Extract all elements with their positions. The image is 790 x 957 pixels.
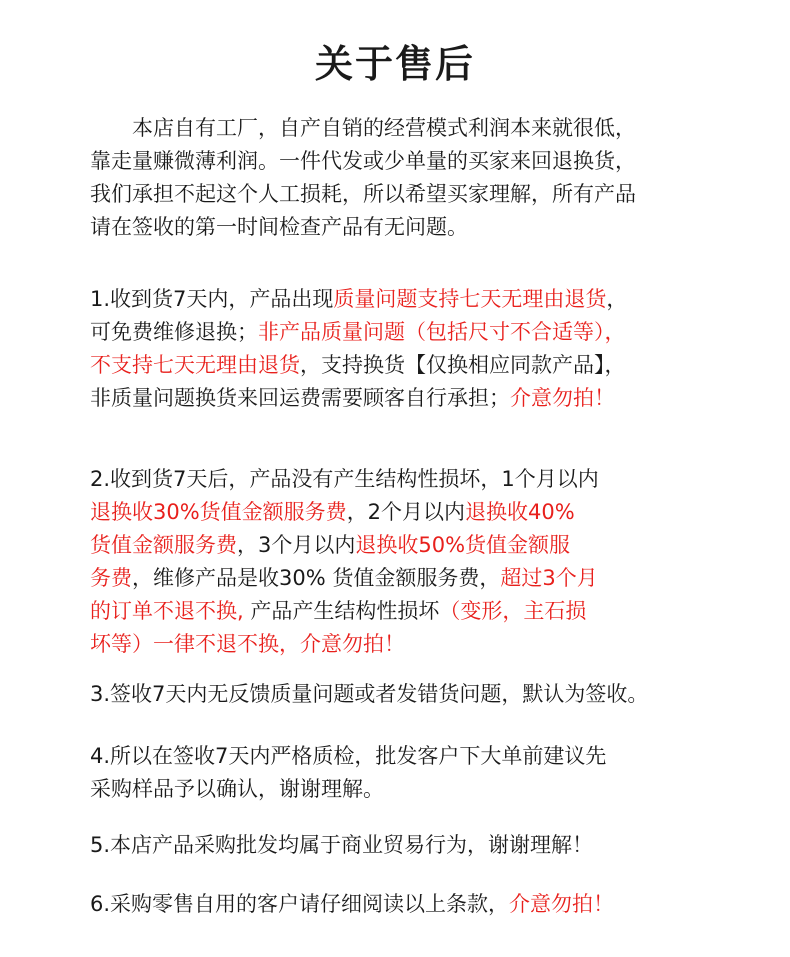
policy-highlight: 不支持七天无理由退货 (90, 353, 300, 377)
policy-2-line-6 (90, 628, 750, 661)
policy-2-line-1: 2.收到货7天后，产品没有产生结构性损坏，1个月以内 (90, 467, 599, 491)
policy-text: 1.收到货7天内，产品出现 (90, 287, 334, 311)
policy-text: 可免费维修退换； (90, 320, 258, 344)
policy-4-line-2: 采购样品予以确认，谢谢理解。 (90, 777, 384, 801)
policy-item-1 (90, 283, 750, 415)
policy-text: ，维修产品是收30% 货值金额服务费， (132, 566, 501, 590)
policy-2-line-4 (90, 562, 750, 595)
intro-line: 靠走量赚微薄利润。一件代发或少单量的买家来回退换货， (90, 149, 636, 173)
policy-highlight: 非产品质量问题（包括尺寸不合适等）， (258, 320, 626, 344)
policy-text: 非质量问题换货来回运费需要顾客自行承担； (90, 386, 510, 410)
intro-paragraph (90, 112, 750, 244)
policy-highlight: （变形，主石损 (439, 599, 587, 623)
policy-highlight: 坏等）一律不退不换 (90, 632, 279, 656)
policy-item-2 (90, 463, 750, 661)
policy-highlight: 超过3个月 (500, 566, 598, 590)
policy-item-5 (90, 829, 750, 862)
policy-1-line-2 (90, 316, 750, 349)
policy-2-line-5 (90, 595, 750, 628)
policy-item-4 (90, 740, 750, 806)
policy-item-3 (90, 678, 750, 711)
intro-line: 本店自有工厂，自产自销的经营模式利润本来就很低， (132, 116, 636, 140)
page-title: 关于售后 (314, 42, 475, 86)
policy-text: 产品产生结构性损坏 (243, 599, 440, 623)
policy-1-line-1 (90, 283, 750, 316)
policy-highlight: 退换收30%货值金额服务费 (90, 500, 347, 524)
policy-3-line-1: 3.签收7天内无反馈质量问题或者发错货问题，默认为签收。 (90, 682, 649, 706)
policy-highlight: 质量问题支持七天无理由退货 (333, 287, 607, 311)
policy-text: ， (606, 287, 628, 311)
policy-5-line-1: 5.本店产品采购批发均属于商业贸易行为，谢谢理解！ (90, 833, 594, 857)
policy-2-line-3 (90, 529, 750, 562)
policy-highlight: 的订单不退不换, (90, 599, 244, 623)
intro-line: 请在签收的第一时间检查产品有无问题。 (90, 215, 468, 239)
policy-4-line-1: 4.所以在签收7天内严格质检，批发客户下大单前建议先 (90, 744, 607, 768)
intro-line: 我们承担不起这个人工损耗，所以希望买家理解，所有产品 (90, 182, 636, 206)
policy-1-line-4 (90, 382, 750, 415)
policy-highlight: 介意勿拍！ (509, 892, 615, 916)
policy-item-6 (90, 888, 750, 921)
policy-highlight: 退换收50%货值金额服 (355, 533, 571, 557)
policy-6-line-1 (90, 888, 750, 921)
policy-highlight: ，介意勿拍！ (279, 632, 405, 656)
policy-text: ，支持换货【仅换相应同款产品】， (300, 353, 626, 377)
policy-highlight: 退换收40% (465, 500, 575, 524)
policy-1-line-3 (90, 349, 750, 382)
policy-text: 6.采购零售自用的客户请仔细阅读以上条款， (90, 892, 510, 916)
policy-highlight: 务费 (90, 566, 132, 590)
policy-2-line-2 (90, 496, 750, 529)
policy-text: ，3个月以内 (237, 533, 356, 557)
policy-highlight: 介意勿拍！ (510, 386, 615, 410)
policy-highlight: 货值金额服务费 (90, 533, 237, 557)
policy-text: ，2个月以内 (346, 500, 466, 524)
